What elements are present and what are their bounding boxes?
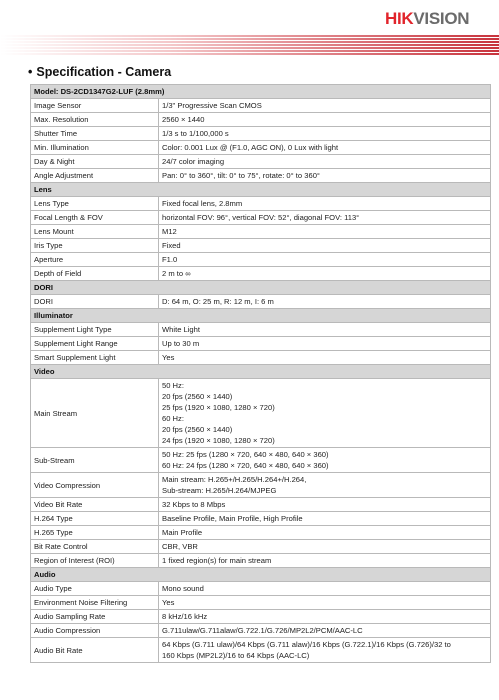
table-row bbox=[31, 211, 491, 225]
spec-value-line: 1 fixed region(s) for main stream bbox=[162, 556, 272, 565]
spec-label: Video Bit Rate bbox=[31, 498, 159, 512]
table-row bbox=[31, 638, 491, 663]
spec-label: Audio Type bbox=[31, 582, 159, 596]
table-row bbox=[31, 267, 491, 281]
table-row bbox=[31, 169, 491, 183]
section-title: Audio bbox=[31, 568, 491, 582]
spec-value-line: 60 Hz: 24 fps (1280 × 720, 640 × 480, 640 × 360) bbox=[162, 461, 329, 470]
spec-value-line: Main Profile bbox=[162, 528, 203, 537]
spec-value-line: 25 fps (1920 × 1080, 1280 × 720) bbox=[162, 403, 275, 412]
spec-label: Audio Compression bbox=[31, 624, 159, 638]
section-title: Video bbox=[31, 365, 491, 379]
spec-value-line: G.711ulaw/G.711alaw/G.722.1/G.726/MP2L2/PCM/AAC-LC bbox=[162, 626, 363, 635]
table-row bbox=[31, 323, 491, 337]
spec-value-line: Baseline Profile, Main Profile, High Profile bbox=[162, 514, 303, 523]
spec-value-line: 20 fps (2560 × 1440) bbox=[162, 425, 233, 434]
header-stripe-band bbox=[0, 34, 499, 56]
spec-value bbox=[159, 610, 491, 624]
hikvision-logo: HIKVISION bbox=[385, 9, 470, 28]
spec-value-line: 1/3 s to 1/100,000 s bbox=[162, 129, 229, 138]
spec-value-line: Main stream: H.265+/H.265/H.264+/H.264, bbox=[162, 475, 307, 484]
table-row bbox=[31, 540, 491, 554]
section-header-row bbox=[31, 568, 491, 582]
spec-value-line: 50 Hz: 25 fps (1280 × 720, 640 × 480, 640 × 360) bbox=[162, 450, 329, 459]
spec-label: Supplement Light Range bbox=[31, 337, 159, 351]
spec-value-line: M12 bbox=[162, 227, 177, 236]
spec-value bbox=[159, 337, 491, 351]
spec-value-line: 32 Kbps to 8 Mbps bbox=[162, 500, 226, 509]
spec-label: Environment Noise Filtering bbox=[31, 596, 159, 610]
title-bullet: • bbox=[28, 65, 33, 79]
spec-value bbox=[159, 351, 491, 365]
spec-value bbox=[159, 267, 491, 281]
spec-label: Region of Interest (ROI) bbox=[31, 554, 159, 568]
table-row bbox=[31, 337, 491, 351]
page-title-text: Specification - Camera bbox=[36, 65, 172, 79]
table-row bbox=[31, 351, 491, 365]
table-row bbox=[31, 610, 491, 624]
spec-value-line: F1.0 bbox=[162, 255, 178, 264]
spec-label: Angle Adjustment bbox=[31, 169, 159, 183]
spec-value bbox=[159, 239, 491, 253]
spec-label: Shutter Time bbox=[31, 127, 159, 141]
spec-value-line: 50 Hz: bbox=[162, 381, 184, 390]
spec-value bbox=[159, 596, 491, 610]
table-row bbox=[31, 596, 491, 610]
spec-value bbox=[159, 113, 491, 127]
section-title: Lens bbox=[31, 183, 491, 197]
spec-value bbox=[159, 141, 491, 155]
spec-value-line: CBR, VBR bbox=[162, 542, 198, 551]
specification-table-body bbox=[31, 85, 491, 663]
table-row bbox=[31, 225, 491, 239]
spec-value bbox=[159, 526, 491, 540]
spec-label: DORI bbox=[31, 295, 159, 309]
table-row bbox=[31, 554, 491, 568]
spec-value bbox=[159, 638, 491, 663]
spec-label: Main Stream bbox=[31, 379, 159, 448]
spec-value bbox=[159, 473, 491, 498]
spec-value-line: Yes bbox=[162, 353, 175, 362]
section-header-row bbox=[31, 309, 491, 323]
spec-value bbox=[159, 295, 491, 309]
spec-value bbox=[159, 540, 491, 554]
spec-value-line: 20 fps (2560 × 1440) bbox=[162, 392, 233, 401]
spec-value-line: White Light bbox=[162, 325, 200, 334]
spec-value-line: 60 Hz: bbox=[162, 414, 184, 423]
table-row bbox=[31, 253, 491, 267]
spec-label: Iris Type bbox=[31, 239, 159, 253]
spec-value-line: Mono sound bbox=[162, 584, 204, 593]
spec-value bbox=[159, 323, 491, 337]
spec-label: Max. Resolution bbox=[31, 113, 159, 127]
spec-value bbox=[159, 197, 491, 211]
table-row bbox=[31, 473, 491, 498]
spec-value bbox=[159, 512, 491, 526]
spec-value bbox=[159, 99, 491, 113]
spec-value bbox=[159, 379, 491, 448]
spec-value-line: 1/3" Progressive Scan CMOS bbox=[162, 101, 262, 110]
spec-value-line: 160 Kbps (MP2L2)/16 to 64 Kbps (AAC-LC) bbox=[162, 651, 310, 660]
table-row bbox=[31, 239, 491, 253]
table-row bbox=[31, 295, 491, 309]
table-row bbox=[31, 379, 491, 448]
spec-value bbox=[159, 169, 491, 183]
table-row bbox=[31, 526, 491, 540]
table-row bbox=[31, 512, 491, 526]
spec-label: Bit Rate Control bbox=[31, 540, 159, 554]
spec-value-line: Color: 0.001 Lux @ (F1.0, AGC ON), 0 Lux with light bbox=[162, 143, 339, 152]
table-row bbox=[31, 498, 491, 512]
spec-label: Depth of Field bbox=[31, 267, 159, 281]
spec-value-line: Fixed focal lens, 2.8mm bbox=[162, 199, 243, 208]
table-row bbox=[31, 197, 491, 211]
spec-value-line: Sub-stream: H.265/H.264/MJPEG bbox=[162, 486, 277, 495]
spec-value-line: Yes bbox=[162, 598, 175, 607]
spec-value bbox=[159, 253, 491, 267]
page-title bbox=[28, 65, 171, 79]
spec-label: Min. Illumination bbox=[31, 141, 159, 155]
spec-label: Lens Type bbox=[31, 197, 159, 211]
section-header-row bbox=[31, 85, 491, 99]
spec-label: Supplement Light Type bbox=[31, 323, 159, 337]
spec-value bbox=[159, 582, 491, 596]
section-title: Illuminator bbox=[31, 309, 491, 323]
section-header-row bbox=[31, 281, 491, 295]
spec-value bbox=[159, 225, 491, 239]
spec-label: Lens Mount bbox=[31, 225, 159, 239]
spec-value bbox=[159, 448, 491, 473]
spec-value-line: 64 Kbps (G.711 ulaw)/64 Kbps (G.711 alaw)/16 Kbps (G.722.1)/16 Kbps (G.726)/32 to bbox=[162, 640, 451, 649]
section-header-row bbox=[31, 183, 491, 197]
table-row bbox=[31, 624, 491, 638]
spec-value bbox=[159, 127, 491, 141]
specification-table bbox=[30, 84, 491, 663]
spec-value-line: 24/7 color imaging bbox=[162, 157, 225, 166]
spec-value bbox=[159, 211, 491, 225]
spec-value bbox=[159, 624, 491, 638]
spec-label: Video Compression bbox=[31, 473, 159, 498]
spec-value-line: Up to 30 m bbox=[162, 339, 200, 348]
section-title: Model: DS-2CD1347G2-LUF (2.8mm) bbox=[31, 85, 491, 99]
spec-value-line: horizontal FOV: 96°, vertical FOV: 52°, diagonal FOV: 113° bbox=[162, 213, 360, 222]
spec-label: Focal Length & FOV bbox=[31, 211, 159, 225]
table-row bbox=[31, 127, 491, 141]
section-header-row bbox=[31, 365, 491, 379]
table-row bbox=[31, 155, 491, 169]
table-row bbox=[31, 141, 491, 155]
spec-value-line: 24 fps (1920 × 1080, 1280 × 720) bbox=[162, 436, 275, 445]
spec-value-line: 2 m to ∞ bbox=[162, 269, 191, 278]
table-row bbox=[31, 99, 491, 113]
table-row bbox=[31, 448, 491, 473]
spec-label: H.264 Type bbox=[31, 512, 159, 526]
spec-label: Aperture bbox=[31, 253, 159, 267]
spec-label: Day & Night bbox=[31, 155, 159, 169]
spec-value bbox=[159, 155, 491, 169]
table-row bbox=[31, 582, 491, 596]
section-title: DORI bbox=[31, 281, 491, 295]
spec-value-line: 2560 × 1440 bbox=[162, 115, 205, 124]
spec-label: H.265 Type bbox=[31, 526, 159, 540]
spec-value-line: Fixed bbox=[162, 241, 181, 250]
table-row bbox=[31, 113, 491, 127]
spec-value-line: 8 kHz/16 kHz bbox=[162, 612, 208, 621]
spec-label: Audio Bit Rate bbox=[31, 638, 159, 663]
spec-label: Sub-Stream bbox=[31, 448, 159, 473]
spec-label: Image Sensor bbox=[31, 99, 159, 113]
spec-label: Audio Sampling Rate bbox=[31, 610, 159, 624]
spec-value bbox=[159, 498, 491, 512]
spec-value-line: Pan: 0° to 360°, tilt: 0° to 75°, rotate: 0° to 360° bbox=[162, 171, 320, 180]
spec-value-line: D: 64 m, O: 25 m, R: 12 m, I: 6 m bbox=[162, 297, 274, 306]
spec-label: Smart Supplement Light bbox=[31, 351, 159, 365]
spec-value bbox=[159, 554, 491, 568]
